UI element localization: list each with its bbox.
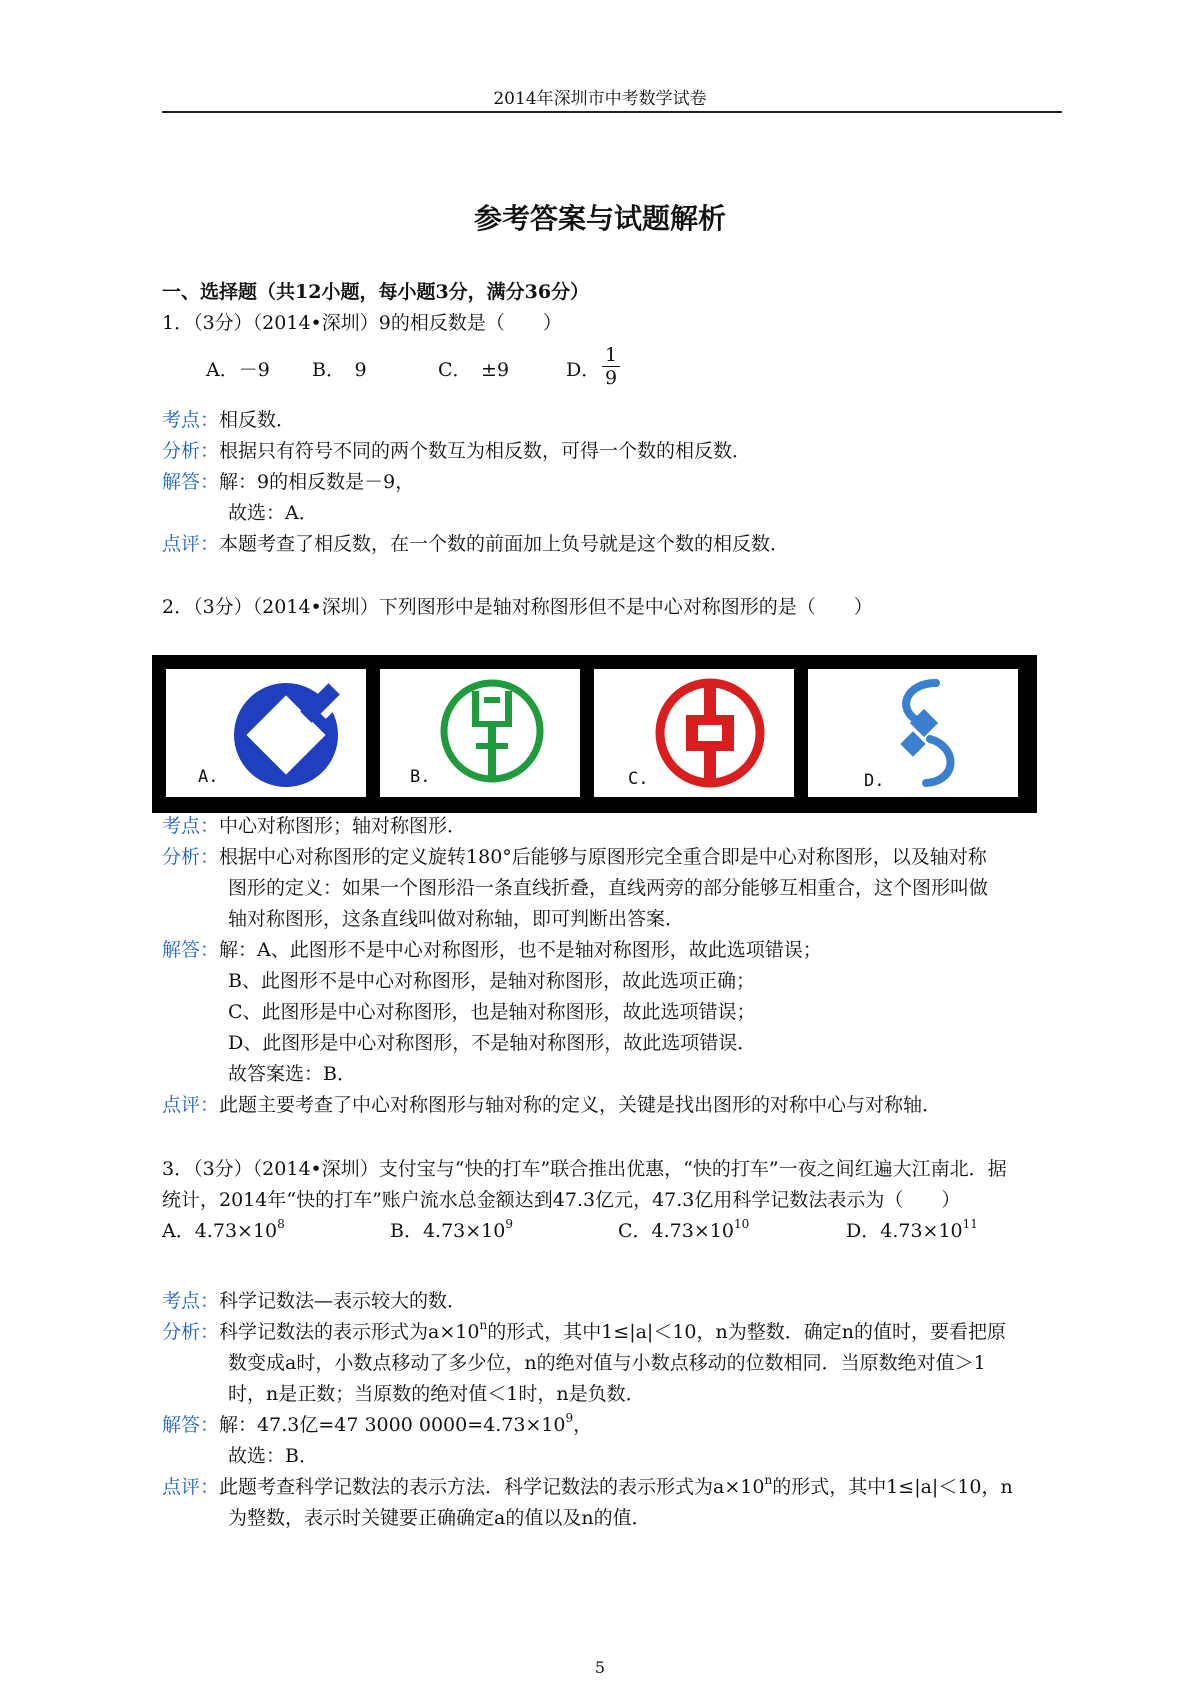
q3-jieda-line-1a: 解：47.3亿=47 3000 0000=4.73×10 <box>219 1414 566 1436</box>
q3-dianping-line-1a: 此题考查科学记数法的表示方法．科学记数法的表示形式为a×10 <box>219 1476 765 1498</box>
q2-fenxi <box>162 844 987 871</box>
q2-stem: 2．（3分）（2014•深圳）下列图形中是轴对称图形但不是中心对称图形的是（ ） <box>162 596 873 618</box>
q2-dianping-text: 此题主要考查了中心对称图形与轴对称的定义，关键是找出图形的对称中心与对称轴． <box>219 1094 942 1116</box>
label-kaodian: 考点： <box>162 1290 220 1312</box>
fraction-numerator: 1 <box>602 344 620 367</box>
q3-option-d-base: D．4.73×10 <box>846 1220 963 1242</box>
q2-jieda-line-4: D、此图形是中心对称图形，不是轴对称图形，故此选项错误． <box>228 1032 757 1054</box>
label-fenxi: 分析： <box>162 846 220 868</box>
q2-fenxi-line-3: 轴对称图形，这条直线叫做对称轴，即可判断出答案． <box>228 908 685 930</box>
q1-kaodian-text: 相反数． <box>219 409 296 431</box>
q1-option-d-fraction <box>602 344 620 389</box>
q2-jieda-line-1: 解：A、此图形不是中心对称图形，也不是轴对称图形，故此选项错误； <box>219 939 822 961</box>
q2-logo-b-letter: B. <box>410 767 431 787</box>
fraction-denominator: 9 <box>605 367 618 389</box>
q1-option-c: C． ±9 <box>438 359 510 381</box>
q3-option-a-base: A．4.73×10 <box>162 1220 278 1242</box>
bank-logo-a-icon <box>166 669 366 797</box>
q2-logo-strip <box>152 655 1037 813</box>
q3-fenxi-line-1b: 的形式，其中1≤|a|＜10，n为整数．确定n的值时，要看把原 <box>487 1321 1006 1343</box>
q3-option-b-base: B．4.73×10 <box>390 1220 506 1242</box>
label-fenxi: 分析： <box>162 1321 220 1343</box>
label-kaodian: 考点： <box>162 815 220 837</box>
q2-jieda-line-5: 故答案选：B． <box>228 1063 356 1085</box>
q3-jieda-line-1b: ， <box>573 1414 593 1436</box>
label-kaodian: 考点： <box>162 409 220 431</box>
q1-fenxi-text: 根据只有符号不同的两个数互为相反数，可得一个数的相反数． <box>219 440 752 462</box>
q3-fenxi-line-1a: 科学记数法的表示形式为a×10 <box>219 1321 480 1343</box>
label-dianping: 点评： <box>162 533 220 555</box>
q2-jieda-line-3: C、此图形是中心对称图形，也是轴对称图形，故此选项错误； <box>228 1001 756 1023</box>
q1-dianping <box>162 531 789 558</box>
q2-logo-d-letter: D. <box>864 771 885 791</box>
q1-jieda-line-2: 故选：A． <box>228 502 318 524</box>
q2-logo-a-panel <box>166 669 366 797</box>
q2-jieda <box>162 937 822 964</box>
q2-kaodian-text: 中心对称图形；轴对称图形． <box>219 815 467 837</box>
section-heading: 一、选择题（共12小题，每小题3分，满分36分） <box>162 281 590 303</box>
q2-logo-c-panel <box>594 669 794 797</box>
q3-kaodian-text: 科学记数法—表示较大的数． <box>219 1290 467 1312</box>
q3-jieda-exp: 9 <box>565 1410 574 1425</box>
label-fenxi: 分析： <box>162 440 220 462</box>
q2-kaodian <box>162 813 466 840</box>
q1-dianping-text: 本题考查了相反数，在一个数的前面加上负号就是这个数的相反数． <box>219 533 790 555</box>
header-rule <box>162 111 1062 113</box>
bank-logo-d-icon <box>808 669 1018 797</box>
q3-option-c-base: C．4.73×10 <box>618 1220 734 1242</box>
q3-jieda-line-2: 故选：B． <box>228 1445 318 1467</box>
q2-jieda-line-2: B、此图形不是中心对称图形，是轴对称图形，故此选项正确； <box>228 970 755 992</box>
label-dianping: 点评： <box>162 1476 220 1498</box>
q3-kaodian <box>162 1288 466 1315</box>
q2-logo-c-letter: C. <box>628 769 649 789</box>
page-title: 参考答案与试题解析 <box>473 202 726 235</box>
page-header: 2014年深圳市中考数学试卷 <box>493 89 707 109</box>
q3-option-a-exp: 8 <box>277 1216 285 1231</box>
q2-dianping <box>162 1092 941 1119</box>
q3-stem-line-2: 统计，2014年“快的打车”账户流水总金额达到47.3亿元，47.3亿用科学记数法表示为（ ） <box>162 1189 961 1211</box>
q3-option-c <box>618 1218 749 1245</box>
page-number: 5 <box>594 1658 606 1677</box>
q3-dianping-line-2: 为整数，表示时关键要正确确定a的值以及n的值． <box>228 1507 651 1529</box>
label-dianping: 点评： <box>162 1094 220 1116</box>
q1-option-d: D． <box>566 359 601 381</box>
q3-fenxi <box>162 1319 1006 1346</box>
q2-logo-d-panel <box>808 669 1018 797</box>
q2-fenxi-line-1: 根据中心对称图形的定义旋转180°后能够与原图形完全重合即是中心对称图形，以及轴对称 <box>219 846 987 868</box>
q2-logo-b-panel <box>380 669 580 797</box>
q1-option-b: B． 9 <box>312 359 367 381</box>
q3-option-b <box>390 1218 513 1245</box>
q1-jieda-line-1: 解：9的相反数是－9， <box>219 471 415 493</box>
q3-dianping <box>162 1474 1013 1501</box>
q3-option-b-exp: 9 <box>505 1216 514 1231</box>
label-jieda: 解答： <box>162 939 220 961</box>
q2-fenxi-line-2: 图形的定义：如果一个图形沿一条直线折叠，直线两旁的部分能够互相重合，这个图形叫做 <box>228 877 989 899</box>
q1-fenxi <box>162 438 751 465</box>
q3-jieda <box>162 1412 592 1439</box>
q3-option-d <box>846 1218 978 1245</box>
label-jieda: 解答： <box>162 471 220 493</box>
q3-option-d-exp: 11 <box>962 1216 978 1231</box>
q1-jieda <box>162 469 414 496</box>
bank-logo-c-icon <box>594 669 794 797</box>
q2-logo-a-letter: A. <box>198 767 219 787</box>
q1-stem: 1．（3分）（2014•深圳）9的相反数是（ ） <box>162 312 562 334</box>
q3-option-a <box>162 1218 285 1245</box>
q1-option-a: A．－9 <box>206 359 270 381</box>
q3-fenxi-line-2: 数变成a时，小数点移动了多少位，n的绝对值与小数点移动的位数相同．当原数绝对值＞1 <box>228 1352 986 1374</box>
q3-fenxi-exp: n <box>479 1317 488 1332</box>
q3-stem-line-1: 3．（3分）（2014•深圳）支付宝与“快的打车”联合推出优惠，“快的打车”一夜之间红遍大江南北．据 <box>162 1158 1007 1180</box>
q3-fenxi-line-3: 时，n是正数；当原数的绝对值＜1时，n是负数． <box>228 1383 645 1405</box>
q3-option-c-exp: 10 <box>733 1216 750 1231</box>
q3-dianping-line-1b: 的形式，其中1≤|a|＜10，n <box>772 1476 1013 1498</box>
q1-kaodian <box>162 407 295 434</box>
label-jieda: 解答： <box>162 1414 220 1436</box>
q3-dianping-exp: n <box>764 1472 773 1487</box>
